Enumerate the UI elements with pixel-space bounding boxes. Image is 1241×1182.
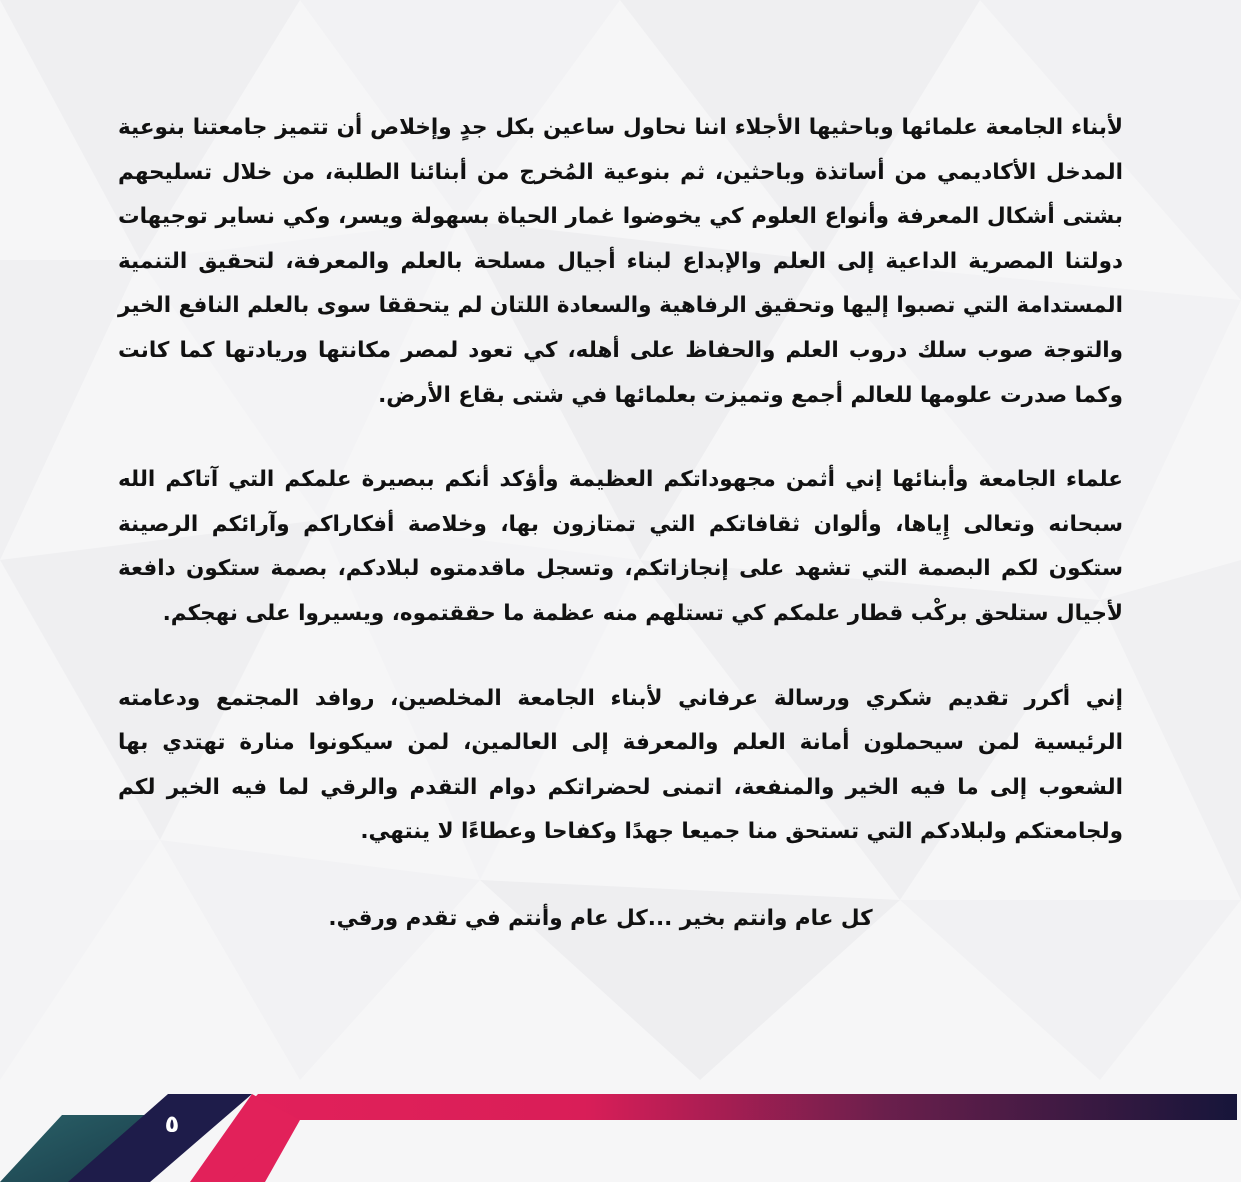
page-number: ٥ — [164, 1110, 180, 1138]
paragraph-3: إني أكرر تقديم شكري ورسالة عرفاني لأبناء الجامعة المخلصين، روافد المجتمع ودعامته الرئيسية لمن سيحملون أمانة العلم والمعرفة إلى العالمين، لمن سيكونوا منارة تهتدي بها الشعوب إلى ما فيه الخير والمنفعة، اتمنى لحضراتكم دوام التقدم والرقي لما فيه الخير لكم ولجامعتكم ولبلادكم التي تستحق منا جميعا جهدًا وكفاحا وعطاءًا لا ينتهي. — [118, 685, 1123, 845]
paragraph-1: لأبناء الجامعة علمائها وباحثيها الأجلاء اننا نحاول ساعين بكل جدٍ وإخلاص أن تتميز جامعتنا بنوعية المدخل الأكاديمي من أساتذة وباحثين، ثم بنوعية المُخرج من أبنائنا الطلبة، من خلال تسليحهم بشتى أشكال المعرفة وأنواع العلوم كي يخوضوا غمار الحياة بسهولة ويسر، وكي نساير توجيهات دولتنا المصرية الداعية إلى العلم والإبداع لبناء أجيال مسلحة بالعلم والمعرفة، لتحقيق التنمية المستدامة التي تصبوا إليها وتحقيق الرفاهية والسعادة اللتان لم يتحققا سوى بالعلم النافع الخير والتوجة صوب سلك دروب العلم والحفاظ على أهله، كي تعود لمصر مكانتها وريادتها كما كانت وكما صدرت علومها للعالم أجمع وتميزت بعلمائها في شتى بقاع الأرض. — [118, 115, 1123, 408]
paragraph-2: علماء الجامعة وأبنائها إني أثمن مجهوداتكم العظيمة وأؤكد أنكم ببصيرة علمكم التي آتاكم الله سبحانه وتعالى إِياها، وألوان ثقافاتكم التي تمتازون بها، وخلاصة أفكاراكم وآرائكم الرصينة ستكون لكم البصمة التي تشهد على إنجازاتكم، وتسجل ماقدمتوه لبلادكم، بصمة ستكون دافعة لأجيال ستلحق بركْب قطار علمكم كي تستلهم منه عظمة ما حققتموه، ويسيروا على نهجكم. — [118, 467, 1123, 626]
letter-body — [118, 106, 1123, 942]
closing-greeting: كل عام وانتم بخير ...كل عام وأنتم في تقدم ورقي. — [328, 905, 873, 931]
